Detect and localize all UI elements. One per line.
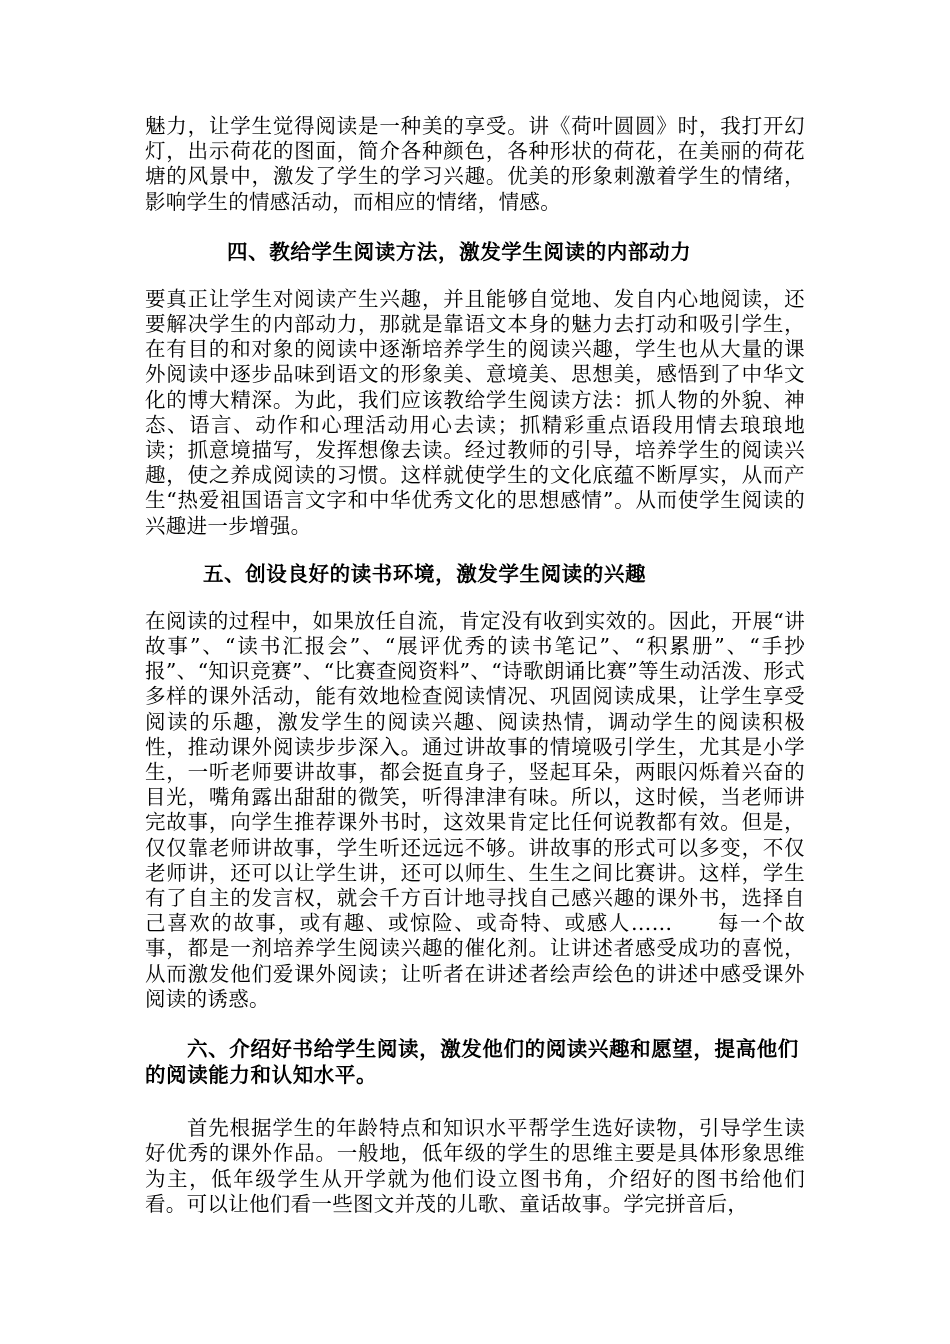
intro-paragraph: 魅力，让学生觉得阅读是一种美的享受。讲《荷叶圆圆》时，我打开幻灯，出示荷花的图面，简介各种颜色，各种形状的荷花，在美丽的荷花塘的风景中，激发了学生的学习兴趣。优美的形象刺激着学生的情绪，影响学生的情感活动，而相应的情绪，情感。 bbox=[145, 114, 805, 214]
section-5-heading: 五、创设良好的读书环境，激发学生阅读的兴趣 bbox=[203, 561, 647, 586]
section-5-body: 在阅读的过程中，如果放任自流，肯定没有收到实效的。因此，开展“讲故事”、“读书汇报会”、“展评优秀的读书笔记”、“积累册”、“手抄报”、“知识竞赛”、“比赛查阅资料”、“诗歌朗诵比赛”等生动活泼、形式多样的课外活动，能有效地检查阅读情况、巩固阅读成果，让学生享受阅读的乐趣，激发学生的阅读兴趣、阅读热情，调动学生的阅读积极性，推动课外阅读步步深入。通过讲故事的情境吸引学生，尤其是小学生，一听老师要讲故事，都会挺直身子，竖起耳朵，两眼闪烁着兴奋的目光，嘴角露出甜甜的微笑，听得津津有味。所以，这时候，当老师讲完故事，向学生推荐课外书时，这效果肯定比任何说教都有效。但是，仅仅靠老师讲故事，学生听还远远不够。讲故事的形式可以多变，不仅老师讲，还可以让学生讲，还可以师生、生生之间比赛讲。这样，学生有了自主的发言权，就会千方百计地寻找自己感兴趣的课外书，选择自己喜欢的故事，或有趣、或惊险、或奇特、或感人…… 每一个故事，都是一剂培养学生阅读兴趣的催化剂。让讲述者感受成功的喜悦，从而激发他们爱课外阅读；让听者在讲述者绘声绘色的讲述中感受课外阅读的诱惑。 bbox=[145, 608, 805, 1011]
section-4-heading: 四、教给学生阅读方法，激发学生阅读的内部动力 bbox=[227, 239, 692, 264]
section-6-heading: 六、介绍好书给学生阅读，激发他们的阅读兴趣和愿望，提高他们的阅读能力和认知水平。 bbox=[145, 1037, 799, 1088]
document-page bbox=[145, 114, 805, 1217]
section-6-body: 首先根据学生的年龄特点和知识水平帮学生选好读物，引导学生读好优秀的课外作品。一般地，低年级的学生的思维主要是具体形象思维为主，低年级学生从开学就为他们设立图书角，介绍好的图书给他们看。可以让他们看一些图文并茂的儿歌、童话故事。学完拼音后， bbox=[145, 1116, 805, 1216]
section-4-body: 要真正让学生对阅读产生兴趣，并且能够自觉地、发自内心地阅读，还要解决学生的内部动力，那就是靠语文本身的魅力去打动和吸引学生，在有目的和对象的阅读中逐渐培养学生的阅读兴趣，学生也从大量的课外阅读中逐步品味到语文的形象美、意境美、思想美，感悟到了中华文化的博大精深。为此，我们应该教给学生阅读方法：抓人物的外貌、神态、语言、动作和心理活动用心去读；抓精彩重点语段用情去琅琅地读；抓意境描写，发挥想像去读。经过教师的引导，培养学生的阅读兴趣，使之养成阅读的习惯。这样就使学生的文化底蕴不断厚实，从而产生“热爱祖国语言文字和中华优秀文化的思想感情”。从而使学生阅读的兴趣进一步增强。 bbox=[145, 286, 805, 538]
